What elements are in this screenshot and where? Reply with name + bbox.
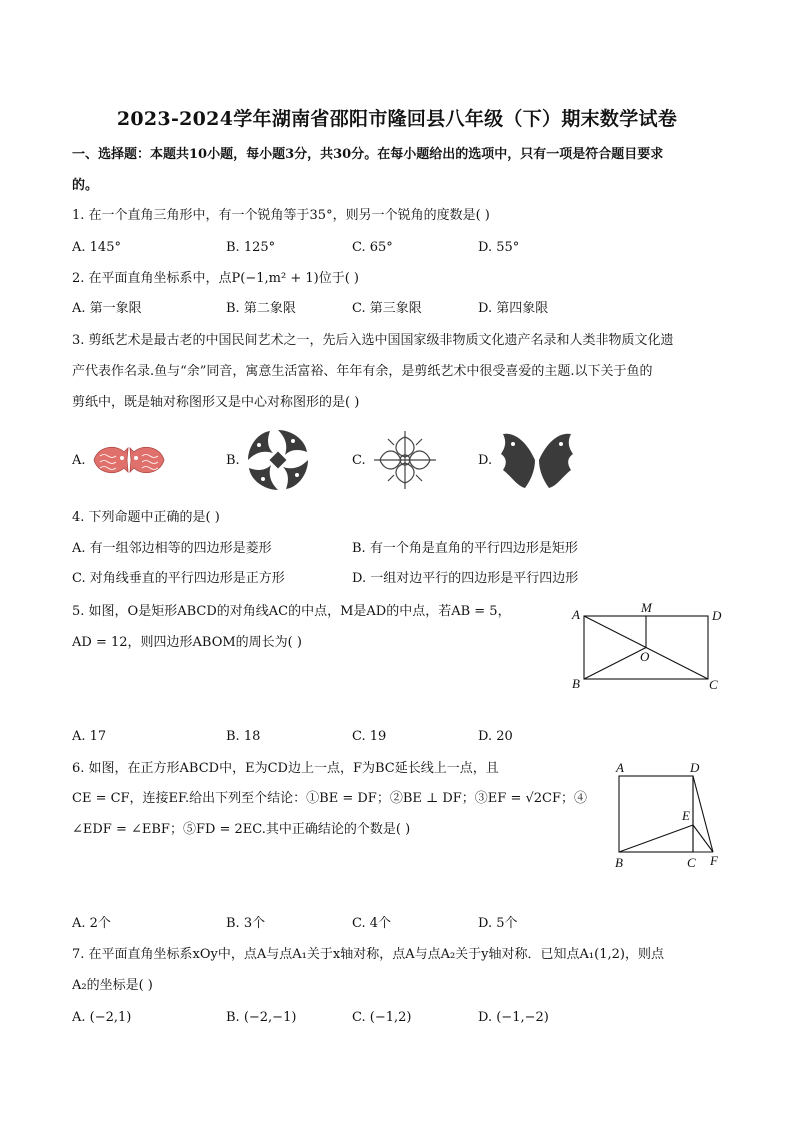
rectangle-figure (566, 598, 726, 694)
q1-option-c: C. 65° (352, 240, 393, 255)
q2-option-c: C. 第三象限 (352, 301, 422, 316)
q1-option-b: B. 125° (226, 240, 276, 255)
question-5-line-1: 5. 如图，O是矩形ABCD的对角线AC的中点，M是AD的中点，若AB = 5， (72, 604, 511, 619)
q6-option-c: C. 4个 (352, 916, 392, 931)
question-6-line-1: 6. 如图，在正方形ABCD中，E为CD边上一点，F为BC延长线上一点，且 (72, 761, 499, 776)
fish-papercut-red-icon (90, 438, 168, 482)
label-a: A (572, 607, 580, 622)
q6-option-a: A. 2个 (72, 916, 111, 931)
label-e: E (682, 808, 690, 823)
q4-option-b: B. 有一个角是直角的平行四边形是矩形 (352, 541, 578, 556)
q7-option-d: D. (−1,−2) (478, 1010, 549, 1025)
question-5-line-2: AD = 12，则四边形ABOM的周长为( ) (72, 635, 302, 650)
label-b: B (572, 676, 580, 691)
question-3-line-1: 3. 剪纸艺术是最古老的中国民间艺术之一，先后入选中国国家级非物质文化遗产名录和人类非物质文化遗 (72, 333, 674, 348)
question-2: 2. 在平面直角坐标系中，点P(−1,m² + 1)位于( ) (72, 271, 359, 286)
question-7-line-1: 7. 在平面直角坐标系xOy中，点A与点A₁关于x轴对称，点A与点A₂关于y轴对称．已知点A₁(1,2)，则点 (72, 947, 664, 962)
q4-option-c: C. 对角线垂直的平行四边形是正方形 (72, 571, 285, 586)
fish-papercut-outline-icon (370, 427, 440, 493)
label-d: D (690, 760, 700, 775)
question-3-line-3: 剪纸中，既是轴对称图形又是中心对称图形的是( ) (72, 395, 360, 410)
q6-option-b: B. 3个 (226, 916, 266, 931)
section-heading-cont: 的。 (72, 178, 99, 193)
q3-option-c: C. (352, 453, 366, 468)
question-4: 4. 下列命题中正确的是( ) (72, 510, 220, 525)
q7-option-b: B. (−2,−1) (226, 1010, 297, 1025)
q5-option-c: C. 19 (352, 729, 387, 744)
square-figure (606, 758, 734, 874)
q2-option-d: D. 第四象限 (478, 301, 549, 316)
q7-option-a: A. (−2,1) (72, 1010, 132, 1025)
q4-option-a: A. 有一组邻边相等的四边形是菱形 (72, 541, 272, 556)
question-1: 1. 在一个直角三角形中，有一个锐角等于35°，则另一个锐角的度数是( ) (72, 208, 490, 223)
q6-option-d: D. 5个 (478, 916, 518, 931)
q4-option-d: D. 一组对边平行的四边形是平行四边形 (352, 571, 579, 586)
label-f: F (710, 853, 718, 868)
q2-option-a: A. 第一象限 (72, 301, 142, 316)
section-heading: 一、选择题：本题共10小题，每小题3分，共30分。在每小题给出的选项中，只有一项是符合题目要求 (72, 147, 664, 162)
q1-option-a: A. 145° (72, 240, 121, 255)
q7-option-c: C. (−1,2) (352, 1010, 412, 1025)
q5-option-d: D. 20 (478, 729, 513, 744)
question-3-line-2: 产代表作名录.鱼与“余”同音，寓意生活富裕、年年有余，是剪纸艺术中很受喜爱的主题.以下关于鱼的 (72, 364, 653, 379)
label-o: O (640, 649, 650, 664)
q3-option-a: A. (72, 453, 86, 468)
q5-option-a: A. 17 (72, 729, 107, 744)
question-6-line-2: CE = CF，连接EF.给出下列至个结论：①BE = DF；②BE ⊥ DF；③EF = √2CF；④ (72, 791, 587, 806)
q3-option-b: B. (226, 453, 240, 468)
label-c: C (709, 677, 718, 692)
q3-option-d: D. (478, 453, 493, 468)
label-m: M (641, 600, 652, 615)
fish-papercut-dark-icon (497, 428, 577, 492)
label-b: B (615, 855, 623, 870)
page-title: 2023-2024学年湖南省邵阳市隆回县八年级（下）期末数学试卷 (116, 108, 678, 130)
q1-option-d: D. 55° (478, 240, 520, 255)
q2-option-b: B. 第二象限 (226, 301, 296, 316)
question-7-line-2: A₂的坐标是( ) (72, 978, 153, 993)
fish-papercut-round-icon (245, 427, 311, 493)
label-c: C (687, 855, 696, 870)
question-6-line-3: ∠EDF = ∠EBF；⑤FD = 2EC.其中正确结论的个数是( ) (72, 822, 411, 837)
label-d: D (712, 608, 722, 623)
label-a: A (616, 760, 624, 775)
q5-option-b: B. 18 (226, 729, 261, 744)
